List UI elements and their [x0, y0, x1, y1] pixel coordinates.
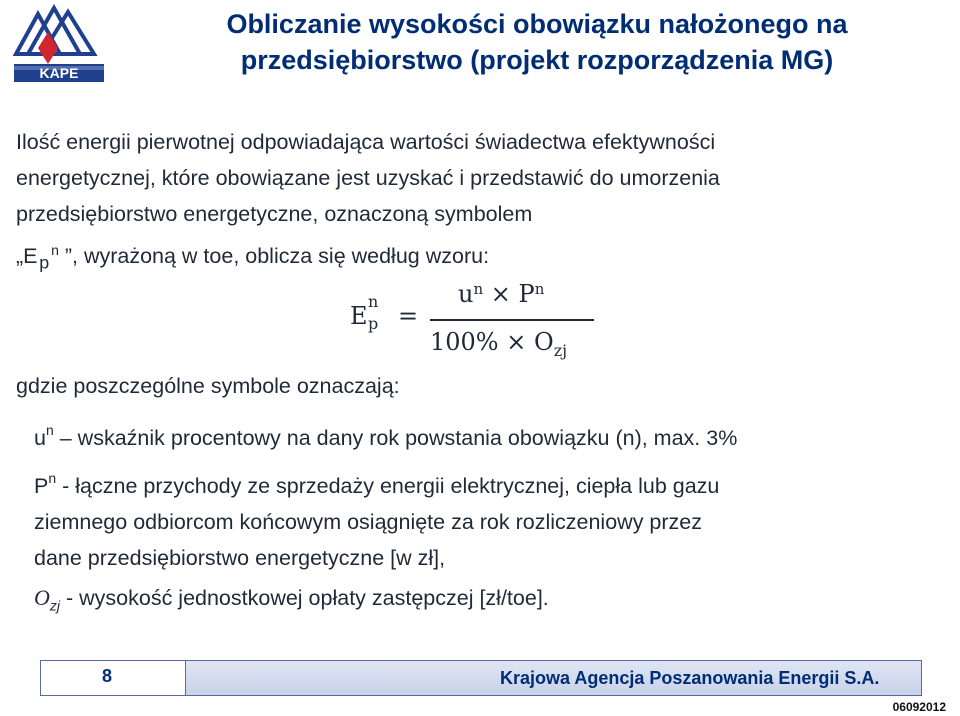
footer-page-box	[40, 660, 186, 696]
formula-denominator	[430, 328, 567, 360]
title-line-1: Obliczanie wysokości obowiązku nałożonego na	[226, 9, 848, 39]
formula-lhs-sup: n	[368, 292, 379, 311]
formula-lhs-base: E	[350, 302, 368, 330]
formula-equals: =	[398, 302, 419, 330]
num-times: ×	[490, 280, 511, 308]
slide-title	[122, 6, 952, 78]
intro-line-4-rest: ”, wyrażoną w toe, oblicza się według wzoru:	[58, 244, 490, 269]
definition-u	[34, 414, 944, 456]
def-u-sup: n	[45, 422, 54, 438]
intro-line-4	[16, 242, 490, 273]
den-o: O	[534, 328, 554, 356]
symbol-e: „E	[16, 244, 38, 269]
logo-text: KAPE	[39, 65, 79, 81]
def-p-sup: n	[48, 470, 57, 487]
fraction-bar	[430, 319, 594, 321]
num-u-sup: n	[473, 280, 484, 298]
def-o-symbol: O	[34, 585, 50, 611]
den-percent: 100%	[430, 328, 499, 356]
formula-numerator	[458, 280, 544, 308]
def-u-text: – wskaźnik procentowy na dany rok powstania obowiązku (n), max. 3%	[53, 426, 738, 451]
title-line-2: przedsiębiorstwo (projekt rozporządzenia MG)	[240, 45, 834, 75]
intro-line-2: energetycznej, które obowiązane jest uzyskać i przedstawić do umorzenia	[16, 166, 720, 190]
def-p-text-3: dane przedsiębiorstwo energetyczne [w zł],	[34, 546, 446, 571]
def-p-text-1: - łączne przychody ze sprzedaży energii elektrycznej, ciepła lub gazu	[56, 474, 720, 499]
def-p-text-2: ziemnego odbiorcom końcowym osiągnięte za rok rozliczeniowy przez	[34, 510, 702, 535]
def-p-symbol: P	[34, 474, 49, 499]
definition-p	[34, 462, 944, 576]
def-o-sub: zj	[49, 597, 61, 614]
formula-lhs	[350, 292, 379, 333]
symbol-e-sup: n	[51, 242, 59, 258]
def-u-symbol: u	[34, 426, 46, 451]
formula	[350, 272, 610, 372]
def-o-text: - wysokość jednostkowej opłaty zastępczej [zł/toe].	[60, 586, 549, 611]
num-p-sup: n	[534, 280, 545, 298]
num-u: u	[458, 280, 474, 308]
symbol-e-sub: p	[39, 252, 50, 273]
legend-intro: gdzie poszczególne symbole oznaczają:	[16, 374, 400, 398]
symbol-definitions	[34, 414, 944, 630]
footer-organization: Krajowa Agencja Poszanowania Energii S.A.	[500, 668, 880, 688]
formula-lhs-sub: p	[368, 314, 379, 333]
den-times: ×	[506, 328, 527, 356]
num-p: P	[518, 280, 535, 308]
document-code: 06092012	[892, 700, 946, 714]
kape-logo	[8, 4, 112, 90]
intro-paragraph	[16, 124, 946, 280]
definition-ozj	[34, 580, 944, 623]
den-o-sub: zj	[553, 340, 568, 360]
page-number: 8	[102, 666, 113, 686]
intro-line-1: Ilość energii pierwotnej odpowiadająca wartości świadectwa efektywności	[16, 130, 716, 154]
intro-line-3: przedsiębiorstwo energetyczne, oznaczoną symbolem	[16, 202, 533, 226]
